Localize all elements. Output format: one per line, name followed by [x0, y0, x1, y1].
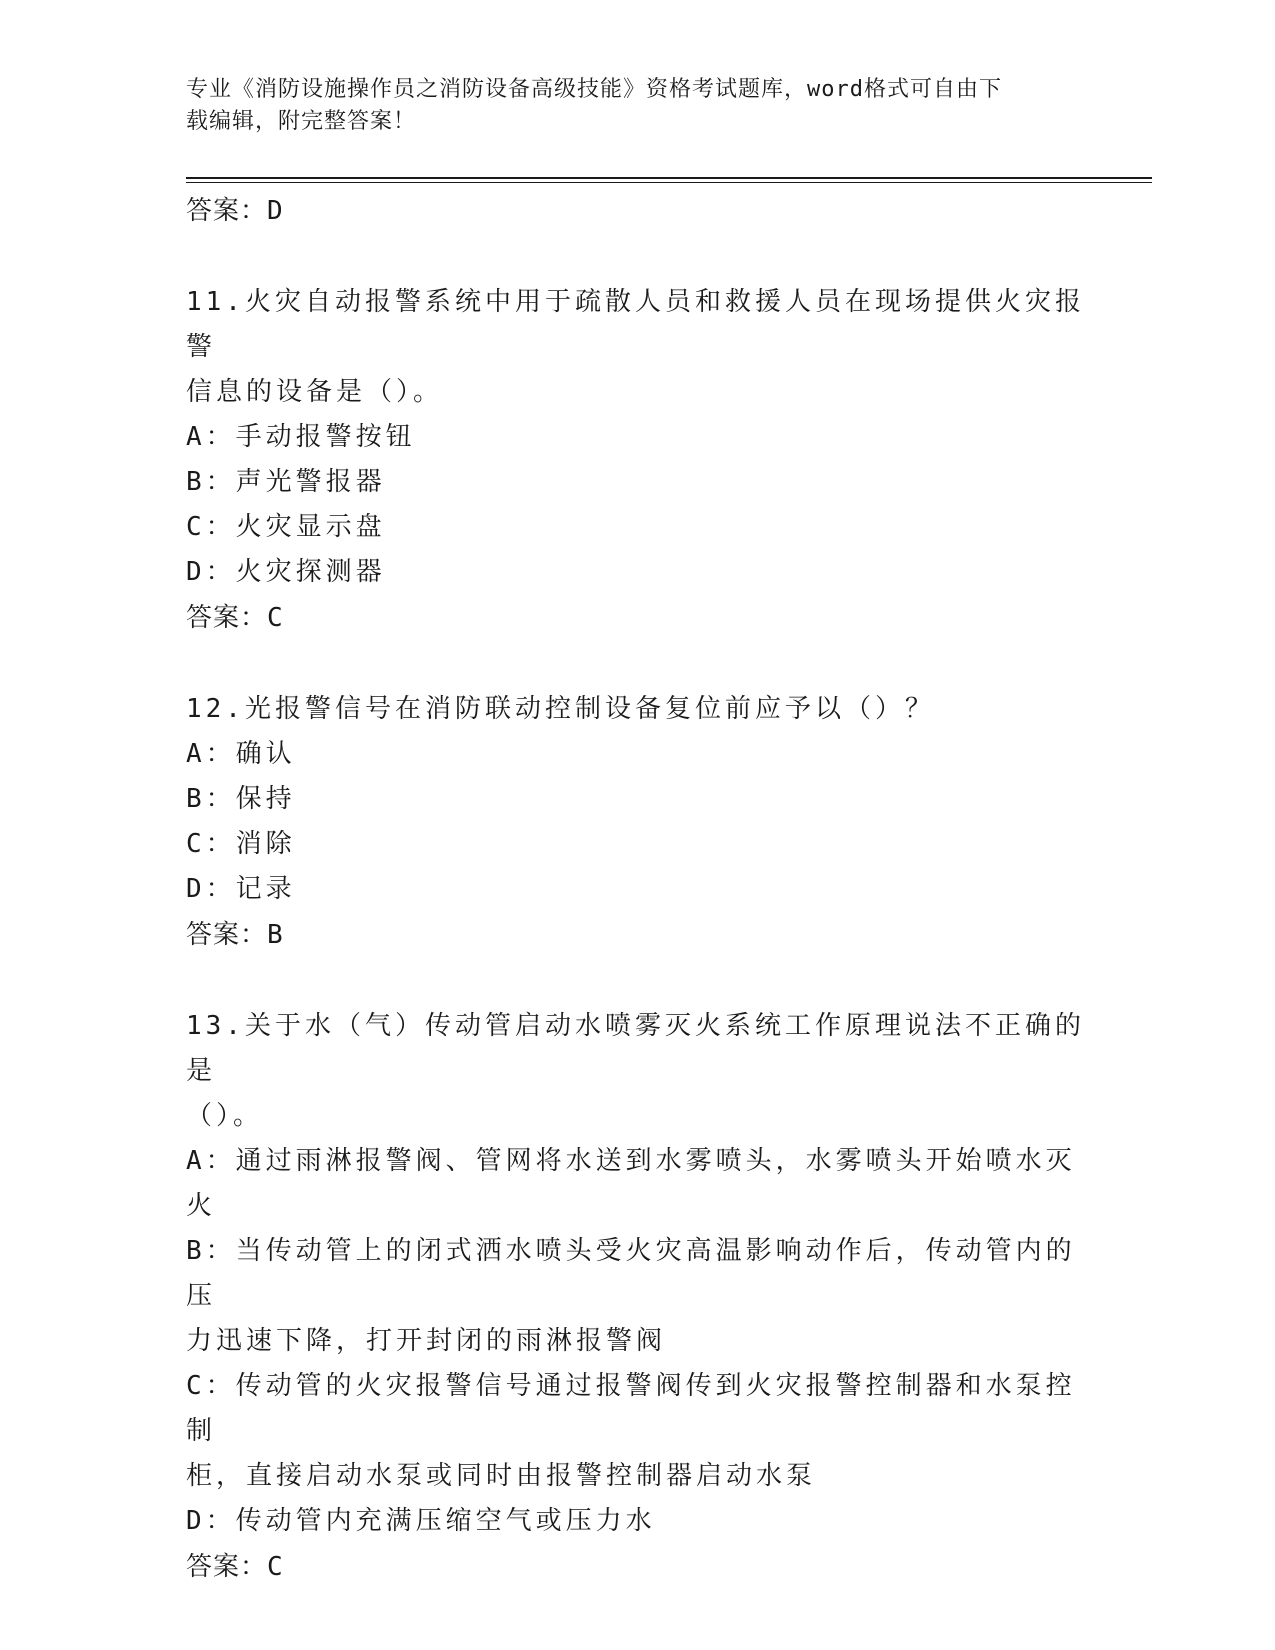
option-c-cont: 柜，直接启动水泵或同时由报警控制器启动水泵 — [186, 1461, 817, 1491]
option-b-cont: 力迅速下降，打开封闭的雨淋报警阀 — [186, 1326, 667, 1356]
answer-value: C — [267, 603, 284, 633]
header-divider-thin — [186, 182, 1152, 183]
answer-line — [186, 595, 1086, 641]
answer-prefix: 答案： — [186, 196, 268, 226]
question-stem-cont: （）。 — [186, 1101, 264, 1131]
question-stem-cont: 信息的设备是（）。 — [186, 377, 444, 407]
question-stem: 12.光报警信号在消防联动控制设备复位前应予以（）？ — [186, 694, 935, 724]
option-c: C：火灾显示盘 — [186, 512, 386, 542]
document-body — [186, 188, 1086, 1590]
option-b: B：声光警报器 — [186, 467, 386, 497]
question-11 — [186, 280, 1086, 641]
option-c: C：消除 — [186, 829, 296, 859]
option-d: D：记录 — [186, 874, 296, 904]
document-header — [186, 74, 1086, 138]
header-line-2: 载编辑，附完整答案！ — [186, 109, 417, 134]
answer-line — [186, 1544, 1086, 1590]
answer-prefix: 答案： — [186, 1552, 268, 1582]
answer-line — [186, 188, 1086, 234]
question-stem: 11.火灾自动报警系统中用于疏散人员和救援人员在现场提供火灾报警 — [186, 287, 1085, 362]
question-13 — [186, 1004, 1086, 1590]
question-12 — [186, 687, 1086, 958]
option-d: D：传动管内充满压缩空气或压力水 — [186, 1506, 656, 1536]
header-line-1: 专业《消防设施操作员之消防设备高级技能》资格考试题库，word格式可自由下 — [186, 77, 1002, 102]
option-b: B：保持 — [186, 784, 296, 814]
answer-value: D — [267, 196, 284, 226]
option-a: A：确认 — [186, 739, 296, 769]
option-a: A：通过雨淋报警阀、管网将水送到水雾喷头，水雾喷头开始喷水灭火 — [186, 1146, 1076, 1221]
answer-line — [186, 912, 1086, 958]
option-b: B：当传动管上的闭式洒水喷头受火灾高温影响动作后，传动管内的压 — [186, 1236, 1076, 1311]
option-d: D：火灾探测器 — [186, 557, 386, 587]
answer-value: C — [267, 1552, 284, 1582]
option-c: C：传动管的火灾报警信号通过报警阀传到火灾报警控制器和水泵控制 — [186, 1371, 1076, 1446]
option-a: A：手动报警按钮 — [186, 422, 416, 452]
answer-prefix: 答案： — [186, 920, 268, 950]
answer-value: B — [267, 920, 284, 950]
question-stem: 13.关于水（气）传动管启动水喷雾灭火系统工作原理说法不正确的是 — [186, 1011, 1085, 1086]
header-divider-thick — [186, 177, 1152, 179]
answer-prefix: 答案： — [186, 603, 268, 633]
